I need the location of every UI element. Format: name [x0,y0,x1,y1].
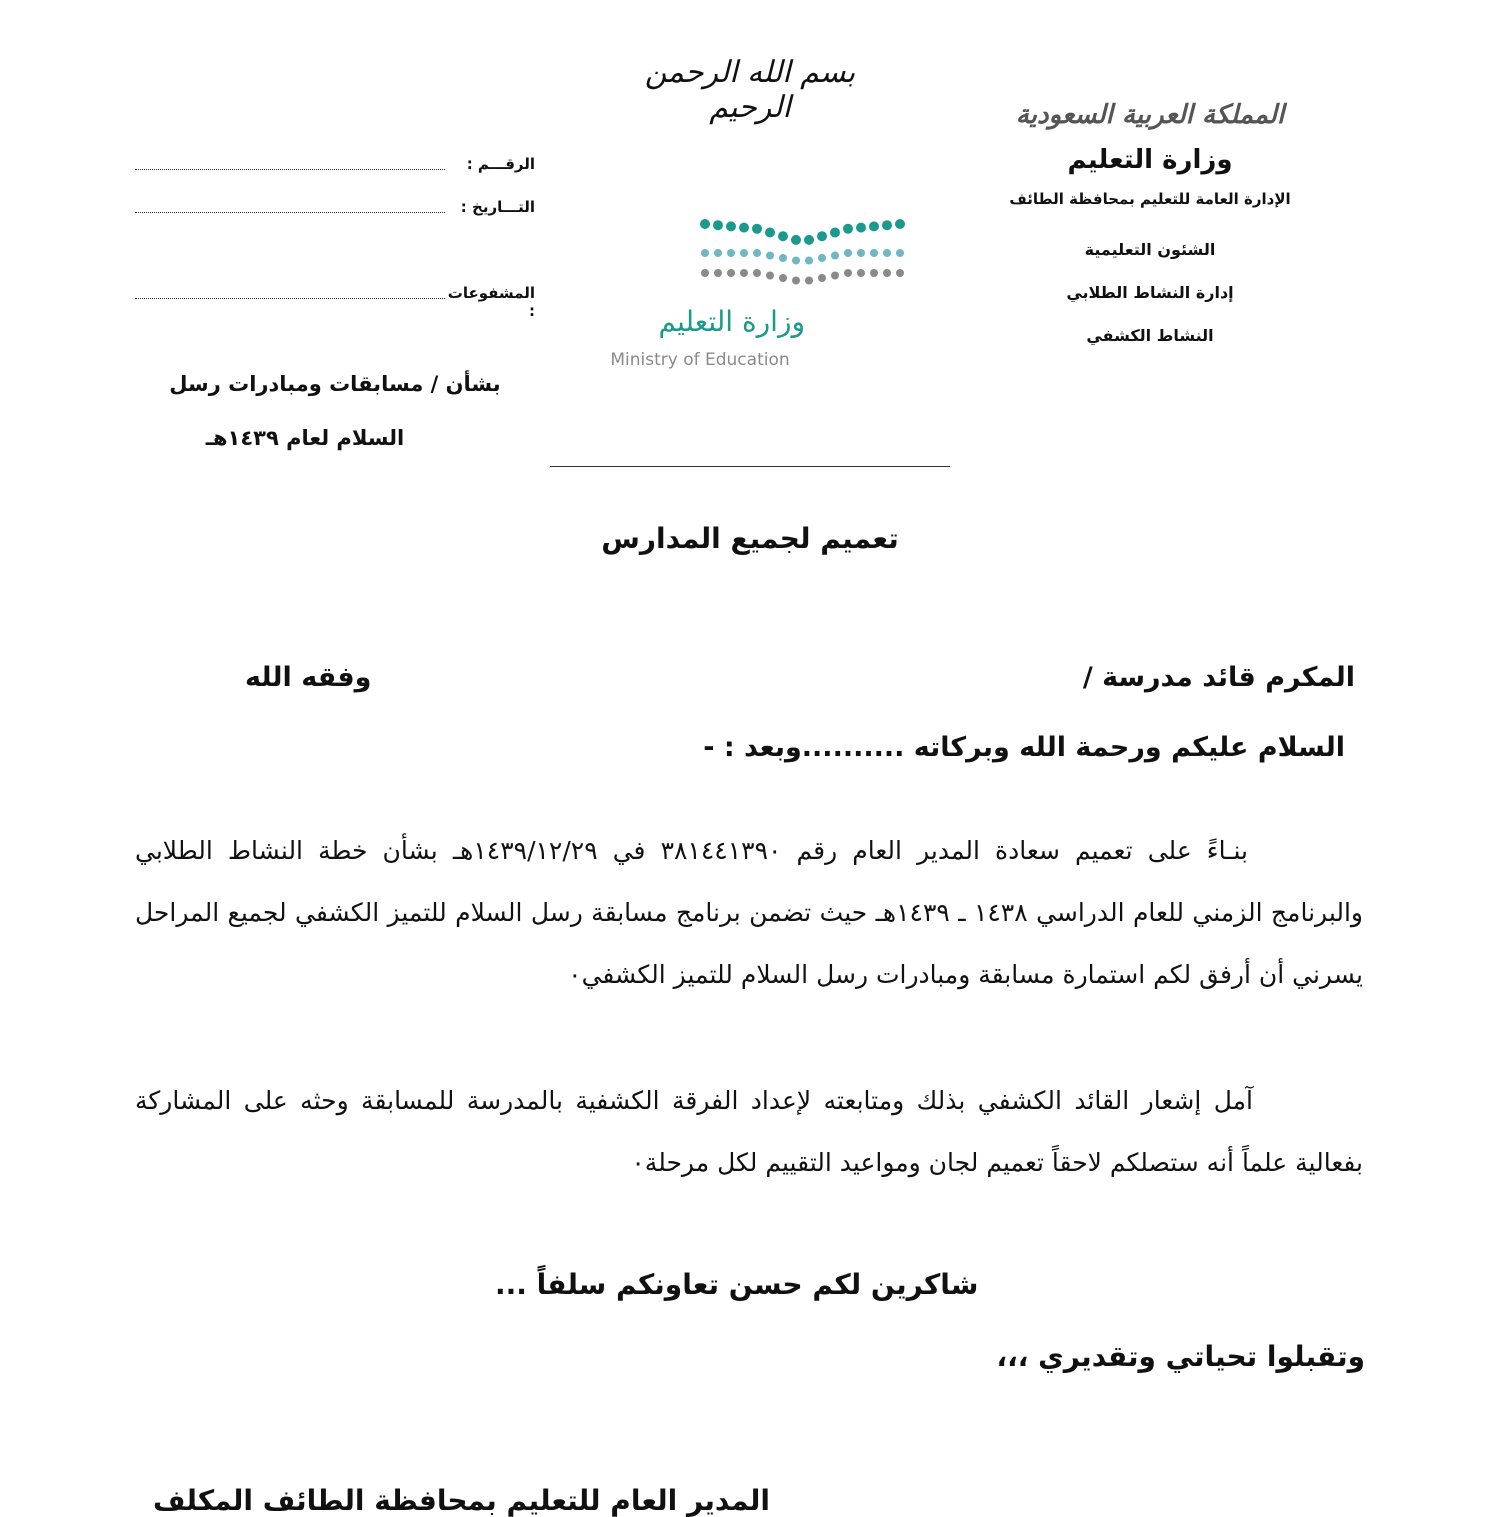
basmala: بسم الله الرحمن الرحيم [644,55,856,125]
logo-dot [805,277,813,285]
greeting: السلام عليكم ورحمة الله وبركاته ..........وبعد : - [703,732,1345,763]
logo-dot [831,252,839,260]
logo-dot [805,257,813,265]
addressee: المكرم قائد مدرسة / [1082,662,1355,693]
logo-dot [818,254,826,262]
logo-dot [753,269,761,277]
signature-partial: المدير العام للتعليم بمحافظة الطائف المكلف [153,1484,770,1517]
activity-admin: إدارة النشاط الطلابي [1066,283,1234,302]
logo-dot [870,269,878,277]
number-field [135,155,535,173]
logo-dot [740,269,748,277]
logo-dot [700,219,710,229]
logo-dot [727,269,735,277]
logo-dot [857,249,865,257]
logo-dots-icon [580,210,920,300]
logo-dot [779,274,787,282]
logo-dot [740,249,748,257]
logo-dot [843,224,853,234]
logo-dot [791,235,801,245]
logo-dot [792,257,800,265]
blessing: وفقه الله [245,662,372,693]
logo-dot [844,249,852,257]
logo-dot [778,231,788,241]
logo-arabic: وزارة التعليم [658,305,805,338]
logo-dot [804,235,814,245]
logo-dot [714,269,722,277]
general-admin: الإدارة العامة للتعليم بمحافظة الطائف [1009,190,1291,208]
subject-line-2: السلام لعام ١٤٣٩هـ [205,426,405,450]
attachments-label: المشفوعات : [447,284,535,320]
logo-dot [779,254,787,262]
logo-dot [869,221,879,231]
affairs: الشئون التعليمية [1084,240,1216,259]
logo-dot [817,231,827,241]
logo-dot [765,228,775,238]
logo-dot [726,221,736,231]
logo-dot [882,220,892,230]
logo-dot [818,274,826,282]
logo-english: Ministry of Education [610,350,790,370]
logo-dot [857,269,865,277]
logo-dot [713,220,723,230]
logo-dot [766,272,774,280]
date-label: التـــاريخ : [460,198,535,216]
closing: وتقبلوا تحياتي وتقديري ،،، [996,1340,1365,1373]
ministry-name: وزارة التعليم [1067,145,1233,175]
logo-dot [714,249,722,257]
logo-dot [727,249,735,257]
paragraph-1: بنـاءً على تعميم سعادة المدير العام رقم ٣٨١٤٤١٣٩٠ في ١٤٣٩/١٢/٢٩هـ بشأن خطة النشاط الطلابي والبرنامج الزمني للعام الدراسي ١٤٣٨ ـ ١٤٣٩هـ حيث تضمن برنامج مسابقة رسل السلام للتميز الكشفي لجميع المراحل يسرني أن أرفق لكم استمارة مسابقة ومبادرات رسل السلام للتميز الكشفي٠ [135,836,1363,989]
logo-dot [830,228,840,238]
dots [135,198,445,213]
paragraph-2: آمل إشعار القائد الكشفي بذلك ومتابعته لإعداد الفرقة الكشفية بالمدرسة للمسابقة وحثه على المشاركة بفعالية علماً أنه ستصلكم لاحقاً تعميم لجان ومواعيد التقييم لكل مرحلة٠ [135,1086,1363,1177]
logo-dot [792,277,800,285]
dots [135,155,445,170]
dots [135,284,445,299]
logo-dot [739,223,749,233]
date-field [135,198,535,216]
logo-dot [766,252,774,260]
logo-dot [753,249,761,257]
divider [550,466,950,467]
logo-dot [701,249,709,257]
number-label: الرقـــم : [466,155,535,173]
scout-dept: النشاط الكشفي [1086,326,1214,345]
logo-dot [896,249,904,257]
logo-dot [883,249,891,257]
subject-line-1: بشأن / مسابقات ومبادرات رسل [169,372,501,396]
attachments-field [135,284,535,320]
document-title: تعميم لجميع المدارس [601,522,899,555]
logo-dot [895,219,905,229]
logo-dot [701,269,709,277]
logo-dot [844,269,852,277]
ministry-logo [580,210,920,380]
logo-dot [870,249,878,257]
logo-dot [883,269,891,277]
kingdom-name: المملكة العربية السعودية [1015,100,1285,130]
thanks: شاكرين لكم حسن تعاونكم سلفاً ... [495,1268,979,1301]
logo-dot [752,224,762,234]
logo-dot [896,269,904,277]
logo-dot [831,272,839,280]
logo-dot [856,223,866,233]
